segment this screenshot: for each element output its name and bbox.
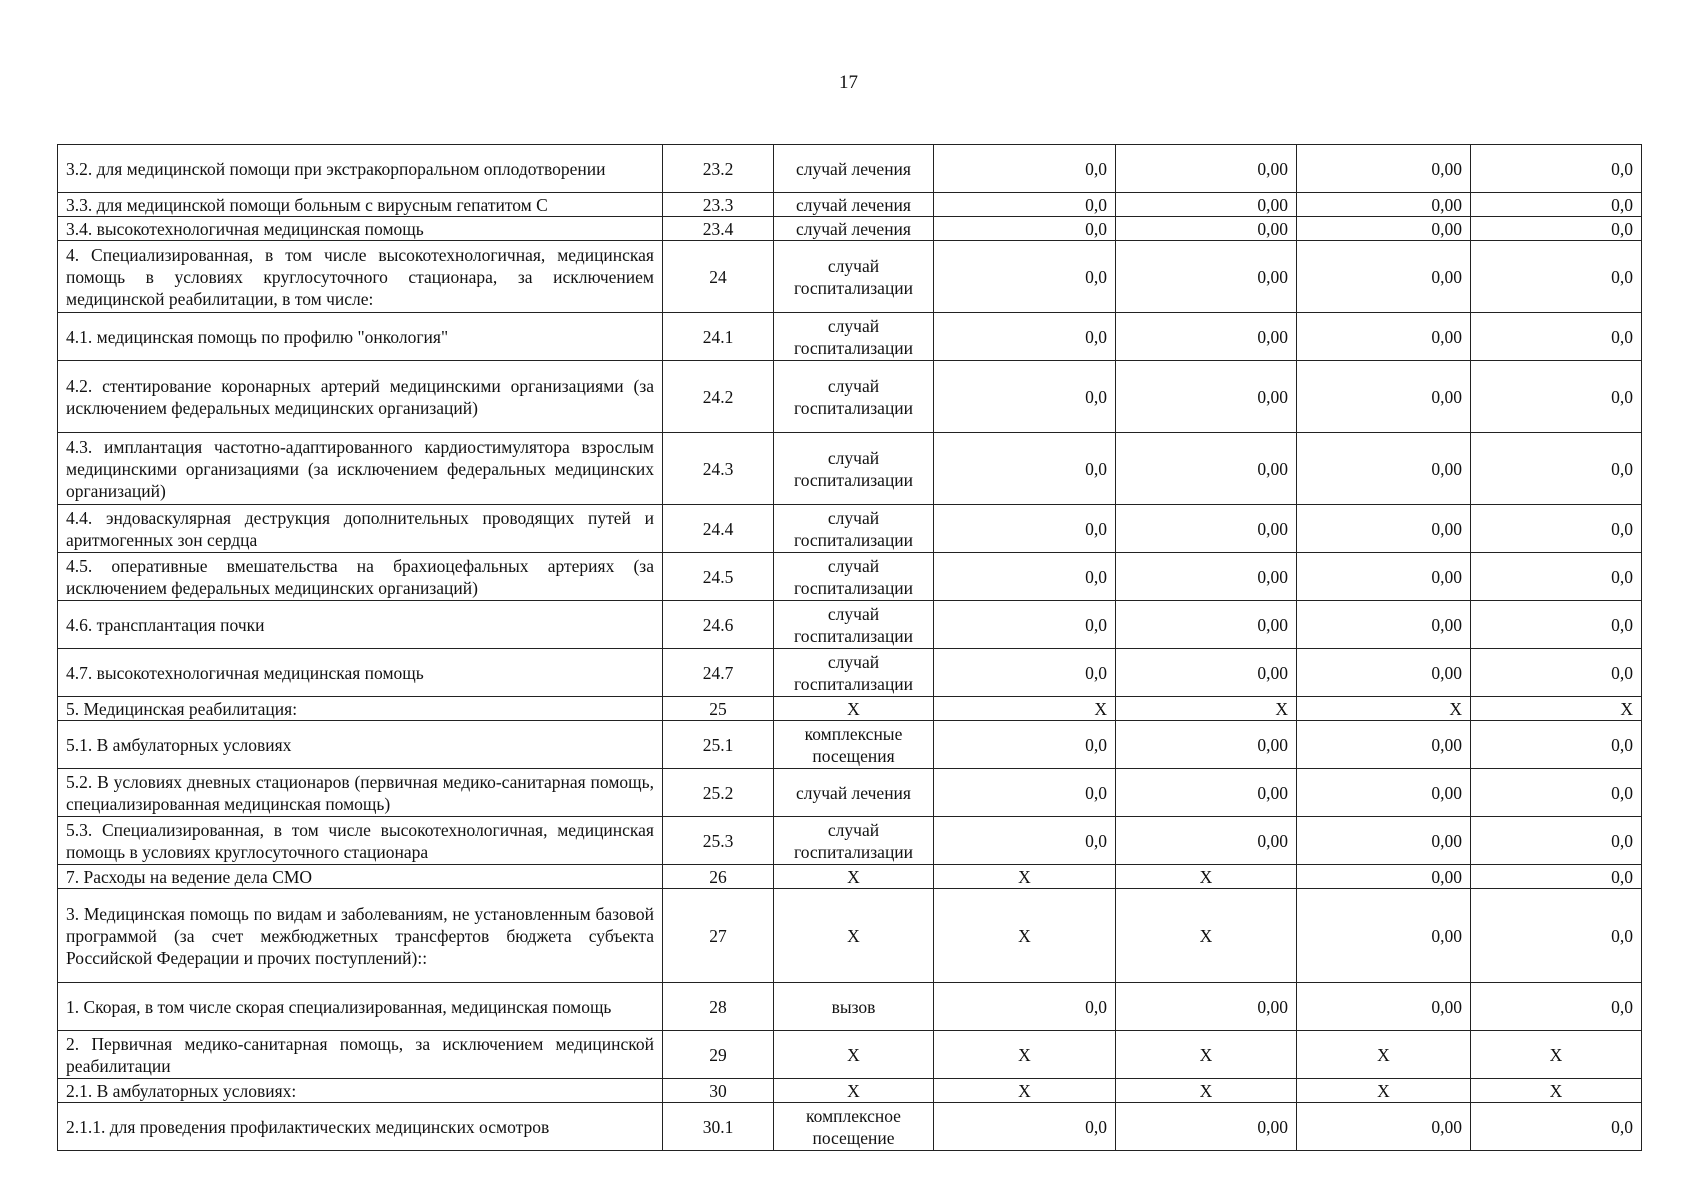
- row-number-cell: 25.2: [663, 769, 774, 817]
- value-cell: 0,0: [934, 505, 1116, 553]
- table-row: [58, 1103, 1642, 1151]
- value-cell: 0,00: [1116, 217, 1297, 241]
- value-cell: 0,00: [1116, 313, 1297, 361]
- value-cell: 0,00: [1297, 769, 1471, 817]
- value-cell: 0,0: [1471, 721, 1642, 769]
- unit-cell: случай госпитализации: [774, 433, 934, 505]
- value-cell: Х: [1471, 697, 1642, 721]
- value-cell: 0,00: [1297, 889, 1471, 983]
- row-number-cell: 25.3: [663, 817, 774, 865]
- data-table: [57, 144, 1642, 1151]
- row-name-cell: 2. Первичная медико-санитарная помощь, за исключением медицинской реабилитации: [58, 1031, 663, 1079]
- row-number-cell: 28: [663, 983, 774, 1031]
- table-row: [58, 505, 1642, 553]
- value-cell: 0,00: [1297, 553, 1471, 601]
- value-cell: 0,0: [934, 983, 1116, 1031]
- value-cell: 0,00: [1116, 361, 1297, 433]
- value-cell: Х: [1297, 1031, 1471, 1079]
- table-row: [58, 553, 1642, 601]
- value-cell: 0,00: [1116, 1103, 1297, 1151]
- value-cell: 0,0: [934, 817, 1116, 865]
- table-row: [58, 193, 1642, 217]
- value-cell: 0,00: [1297, 433, 1471, 505]
- row-name-cell: 5.2. В условиях дневных стационаров (первичная медико-санитарная помощь, специализированная медицинская помощь): [58, 769, 663, 817]
- table-row: [58, 983, 1642, 1031]
- value-cell: 0,0: [934, 193, 1116, 217]
- unit-cell: случай госпитализации: [774, 649, 934, 697]
- row-number-cell: 23.4: [663, 217, 774, 241]
- row-name-cell: 4.7. высокотехнологичная медицинская помощь: [58, 649, 663, 697]
- table-row: [58, 721, 1642, 769]
- unit-cell: Х: [774, 865, 934, 889]
- unit-cell: Х: [774, 889, 934, 983]
- value-cell: 0,00: [1116, 817, 1297, 865]
- row-number-cell: 24.6: [663, 601, 774, 649]
- value-cell: Х: [1116, 889, 1297, 983]
- table-row: [58, 601, 1642, 649]
- row-name-cell: 2.1.1. для проведения профилактических медицинских осмотров: [58, 1103, 663, 1151]
- value-cell: Х: [1297, 1079, 1471, 1103]
- value-cell: 0,0: [1471, 817, 1642, 865]
- unit-cell: Х: [774, 1079, 934, 1103]
- value-cell: 0,0: [1471, 361, 1642, 433]
- row-name-cell: 3.2. для медицинской помощи при экстракорпоральном оплодотворении: [58, 145, 663, 193]
- value-cell: 0,00: [1297, 145, 1471, 193]
- value-cell: 0,0: [1471, 241, 1642, 313]
- value-cell: 0,0: [934, 145, 1116, 193]
- value-cell: 0,00: [1116, 983, 1297, 1031]
- unit-cell: вызов: [774, 983, 934, 1031]
- table-row: [58, 817, 1642, 865]
- row-number-cell: 25: [663, 697, 774, 721]
- table-row: [58, 1031, 1642, 1079]
- unit-cell: случай госпитализации: [774, 361, 934, 433]
- row-number-cell: 29: [663, 1031, 774, 1079]
- value-cell: 0,0: [1471, 217, 1642, 241]
- unit-cell: случай госпитализации: [774, 817, 934, 865]
- row-name-cell: 4.5. оперативные вмешательства на брахиоцефальных артериях (за исключением федеральных медицинских организаций): [58, 553, 663, 601]
- value-cell: 0,0: [934, 313, 1116, 361]
- row-name-cell: 4.4. эндоваскулярная деструкция дополнительных проводящих путей и аритмогенных зон сердца: [58, 505, 663, 553]
- unit-cell: случай госпитализации: [774, 553, 934, 601]
- unit-cell: случай госпитализации: [774, 601, 934, 649]
- unit-cell: случай лечения: [774, 769, 934, 817]
- row-name-cell: 1. Скорая, в том числе скорая специализированная, медицинская помощь: [58, 983, 663, 1031]
- row-name-cell: 7. Расходы на ведение дела СМО: [58, 865, 663, 889]
- value-cell: 0,0: [1471, 1103, 1642, 1151]
- value-cell: Х: [1297, 697, 1471, 721]
- value-cell: Х: [1116, 865, 1297, 889]
- row-number-cell: 24: [663, 241, 774, 313]
- table-row: [58, 1079, 1642, 1103]
- unit-cell: случай лечения: [774, 145, 934, 193]
- unit-cell: случай госпитализации: [774, 313, 934, 361]
- unit-cell: Х: [774, 1031, 934, 1079]
- table-row: [58, 241, 1642, 313]
- value-cell: 0,00: [1297, 1103, 1471, 1151]
- value-cell: 0,00: [1116, 649, 1297, 697]
- row-name-cell: 2.1. В амбулаторных условиях:: [58, 1079, 663, 1103]
- unit-cell: случай госпитализации: [774, 241, 934, 313]
- value-cell: Х: [1471, 1079, 1642, 1103]
- value-cell: 0,00: [1297, 817, 1471, 865]
- row-name-cell: 5.1. В амбулаторных условиях: [58, 721, 663, 769]
- value-cell: 0,0: [934, 769, 1116, 817]
- unit-cell: случай лечения: [774, 193, 934, 217]
- row-number-cell: 30.1: [663, 1103, 774, 1151]
- value-cell: 0,00: [1297, 721, 1471, 769]
- table-row: [58, 649, 1642, 697]
- unit-cell: Х: [774, 697, 934, 721]
- row-number-cell: 24.1: [663, 313, 774, 361]
- value-cell: 0,0: [934, 649, 1116, 697]
- row-name-cell: 4. Специализированная, в том числе высокотехнологичная, медицинская помощь в условиях круглосуточного стационара, за исключением медицинской реабилитации, в том числе:: [58, 241, 663, 313]
- table-row: [58, 697, 1642, 721]
- value-cell: 0,0: [1471, 313, 1642, 361]
- value-cell: 0,0: [934, 1103, 1116, 1151]
- value-cell: 0,00: [1116, 721, 1297, 769]
- value-cell: Х: [934, 1031, 1116, 1079]
- row-name-cell: 5.3. Специализированная, в том числе высокотехнологичная, медицинская помощь в условиях круглосуточного стационара: [58, 817, 663, 865]
- page-number: 17: [839, 72, 858, 93]
- value-cell: 0,00: [1297, 313, 1471, 361]
- row-name-cell: 3. Медицинская помощь по видам и заболеваниям, не установленным базовой программой (за счет межбюджетных трансфертов бюджета субъекта Российской Федерации и прочих поступлений)::: [58, 889, 663, 983]
- value-cell: 0,0: [934, 601, 1116, 649]
- value-cell: 0,0: [1471, 553, 1642, 601]
- value-cell: 0,00: [1116, 505, 1297, 553]
- unit-cell: комплексное посещение: [774, 1103, 934, 1151]
- value-cell: 0,00: [1297, 601, 1471, 649]
- value-cell: 0,0: [1471, 505, 1642, 553]
- table-row: [58, 865, 1642, 889]
- value-cell: 0,00: [1297, 193, 1471, 217]
- row-name-cell: 4.6. трансплантация почки: [58, 601, 663, 649]
- row-name-cell: 3.3. для медицинской помощи больным с вирусным гепатитом С: [58, 193, 663, 217]
- value-cell: Х: [934, 889, 1116, 983]
- value-cell: 0,00: [1297, 361, 1471, 433]
- value-cell: 0,0: [1471, 983, 1642, 1031]
- value-cell: 0,0: [1471, 649, 1642, 697]
- value-cell: Х: [934, 1079, 1116, 1103]
- value-cell: 0,00: [1116, 241, 1297, 313]
- row-name-cell: 4.1. медицинская помощь по профилю "онкология": [58, 313, 663, 361]
- row-number-cell: 23.3: [663, 193, 774, 217]
- value-cell: 0,00: [1116, 433, 1297, 505]
- row-number-cell: 24.5: [663, 553, 774, 601]
- value-cell: 0,0: [934, 721, 1116, 769]
- value-cell: 0,00: [1297, 983, 1471, 1031]
- value-cell: Х: [1116, 697, 1297, 721]
- row-number-cell: 24.2: [663, 361, 774, 433]
- value-cell: 0,00: [1297, 865, 1471, 889]
- row-name-cell: 5. Медицинская реабилитация:: [58, 697, 663, 721]
- value-cell: 0,0: [934, 433, 1116, 505]
- row-number-cell: 24.4: [663, 505, 774, 553]
- value-cell: 0,00: [1297, 241, 1471, 313]
- value-cell: 0,0: [934, 361, 1116, 433]
- unit-cell: случай госпитализации: [774, 505, 934, 553]
- row-number-cell: 30: [663, 1079, 774, 1103]
- row-number-cell: 26: [663, 865, 774, 889]
- table-row: [58, 889, 1642, 983]
- value-cell: 0,00: [1116, 145, 1297, 193]
- row-name-cell: 3.4. высокотехнологичная медицинская помощь: [58, 217, 663, 241]
- value-cell: 0,0: [1471, 433, 1642, 505]
- value-cell: 0,00: [1297, 217, 1471, 241]
- row-name-cell: 4.3. имплантация частотно-адаптированного кардиостимулятора взрослым медицинскими организациями (за исключением федеральных медицинских организаций): [58, 433, 663, 505]
- row-number-cell: 23.2: [663, 145, 774, 193]
- table-body: [58, 145, 1642, 1151]
- row-number-cell: 27: [663, 889, 774, 983]
- value-cell: 0,00: [1116, 553, 1297, 601]
- row-name-cell: 4.2. стентирование коронарных артерий медицинскими организациями (за исключением федеральных медицинских организаций): [58, 361, 663, 433]
- value-cell: 0,00: [1116, 601, 1297, 649]
- value-cell: 0,0: [934, 241, 1116, 313]
- table-row: [58, 769, 1642, 817]
- row-number-cell: 24.7: [663, 649, 774, 697]
- table-row: [58, 145, 1642, 193]
- value-cell: 0,00: [1116, 193, 1297, 217]
- value-cell: 0,0: [1471, 193, 1642, 217]
- unit-cell: случай лечения: [774, 217, 934, 241]
- value-cell: Х: [1116, 1079, 1297, 1103]
- value-cell: 0,0: [1471, 865, 1642, 889]
- value-cell: 0,0: [934, 217, 1116, 241]
- table-row: [58, 217, 1642, 241]
- value-cell: 0,0: [1471, 889, 1642, 983]
- value-cell: 0,00: [1297, 649, 1471, 697]
- value-cell: 0,0: [934, 553, 1116, 601]
- value-cell: Х: [934, 865, 1116, 889]
- value-cell: Х: [1471, 1031, 1642, 1079]
- table-row: [58, 433, 1642, 505]
- value-cell: 0,00: [1297, 505, 1471, 553]
- value-cell: Х: [1116, 1031, 1297, 1079]
- table-row: [58, 313, 1642, 361]
- value-cell: Х: [934, 697, 1116, 721]
- value-cell: 0,0: [1471, 601, 1642, 649]
- row-number-cell: 24.3: [663, 433, 774, 505]
- table-row: [58, 361, 1642, 433]
- value-cell: 0,00: [1116, 769, 1297, 817]
- value-cell: 0,0: [1471, 769, 1642, 817]
- unit-cell: комплексные посещения: [774, 721, 934, 769]
- row-number-cell: 25.1: [663, 721, 774, 769]
- value-cell: 0,0: [1471, 145, 1642, 193]
